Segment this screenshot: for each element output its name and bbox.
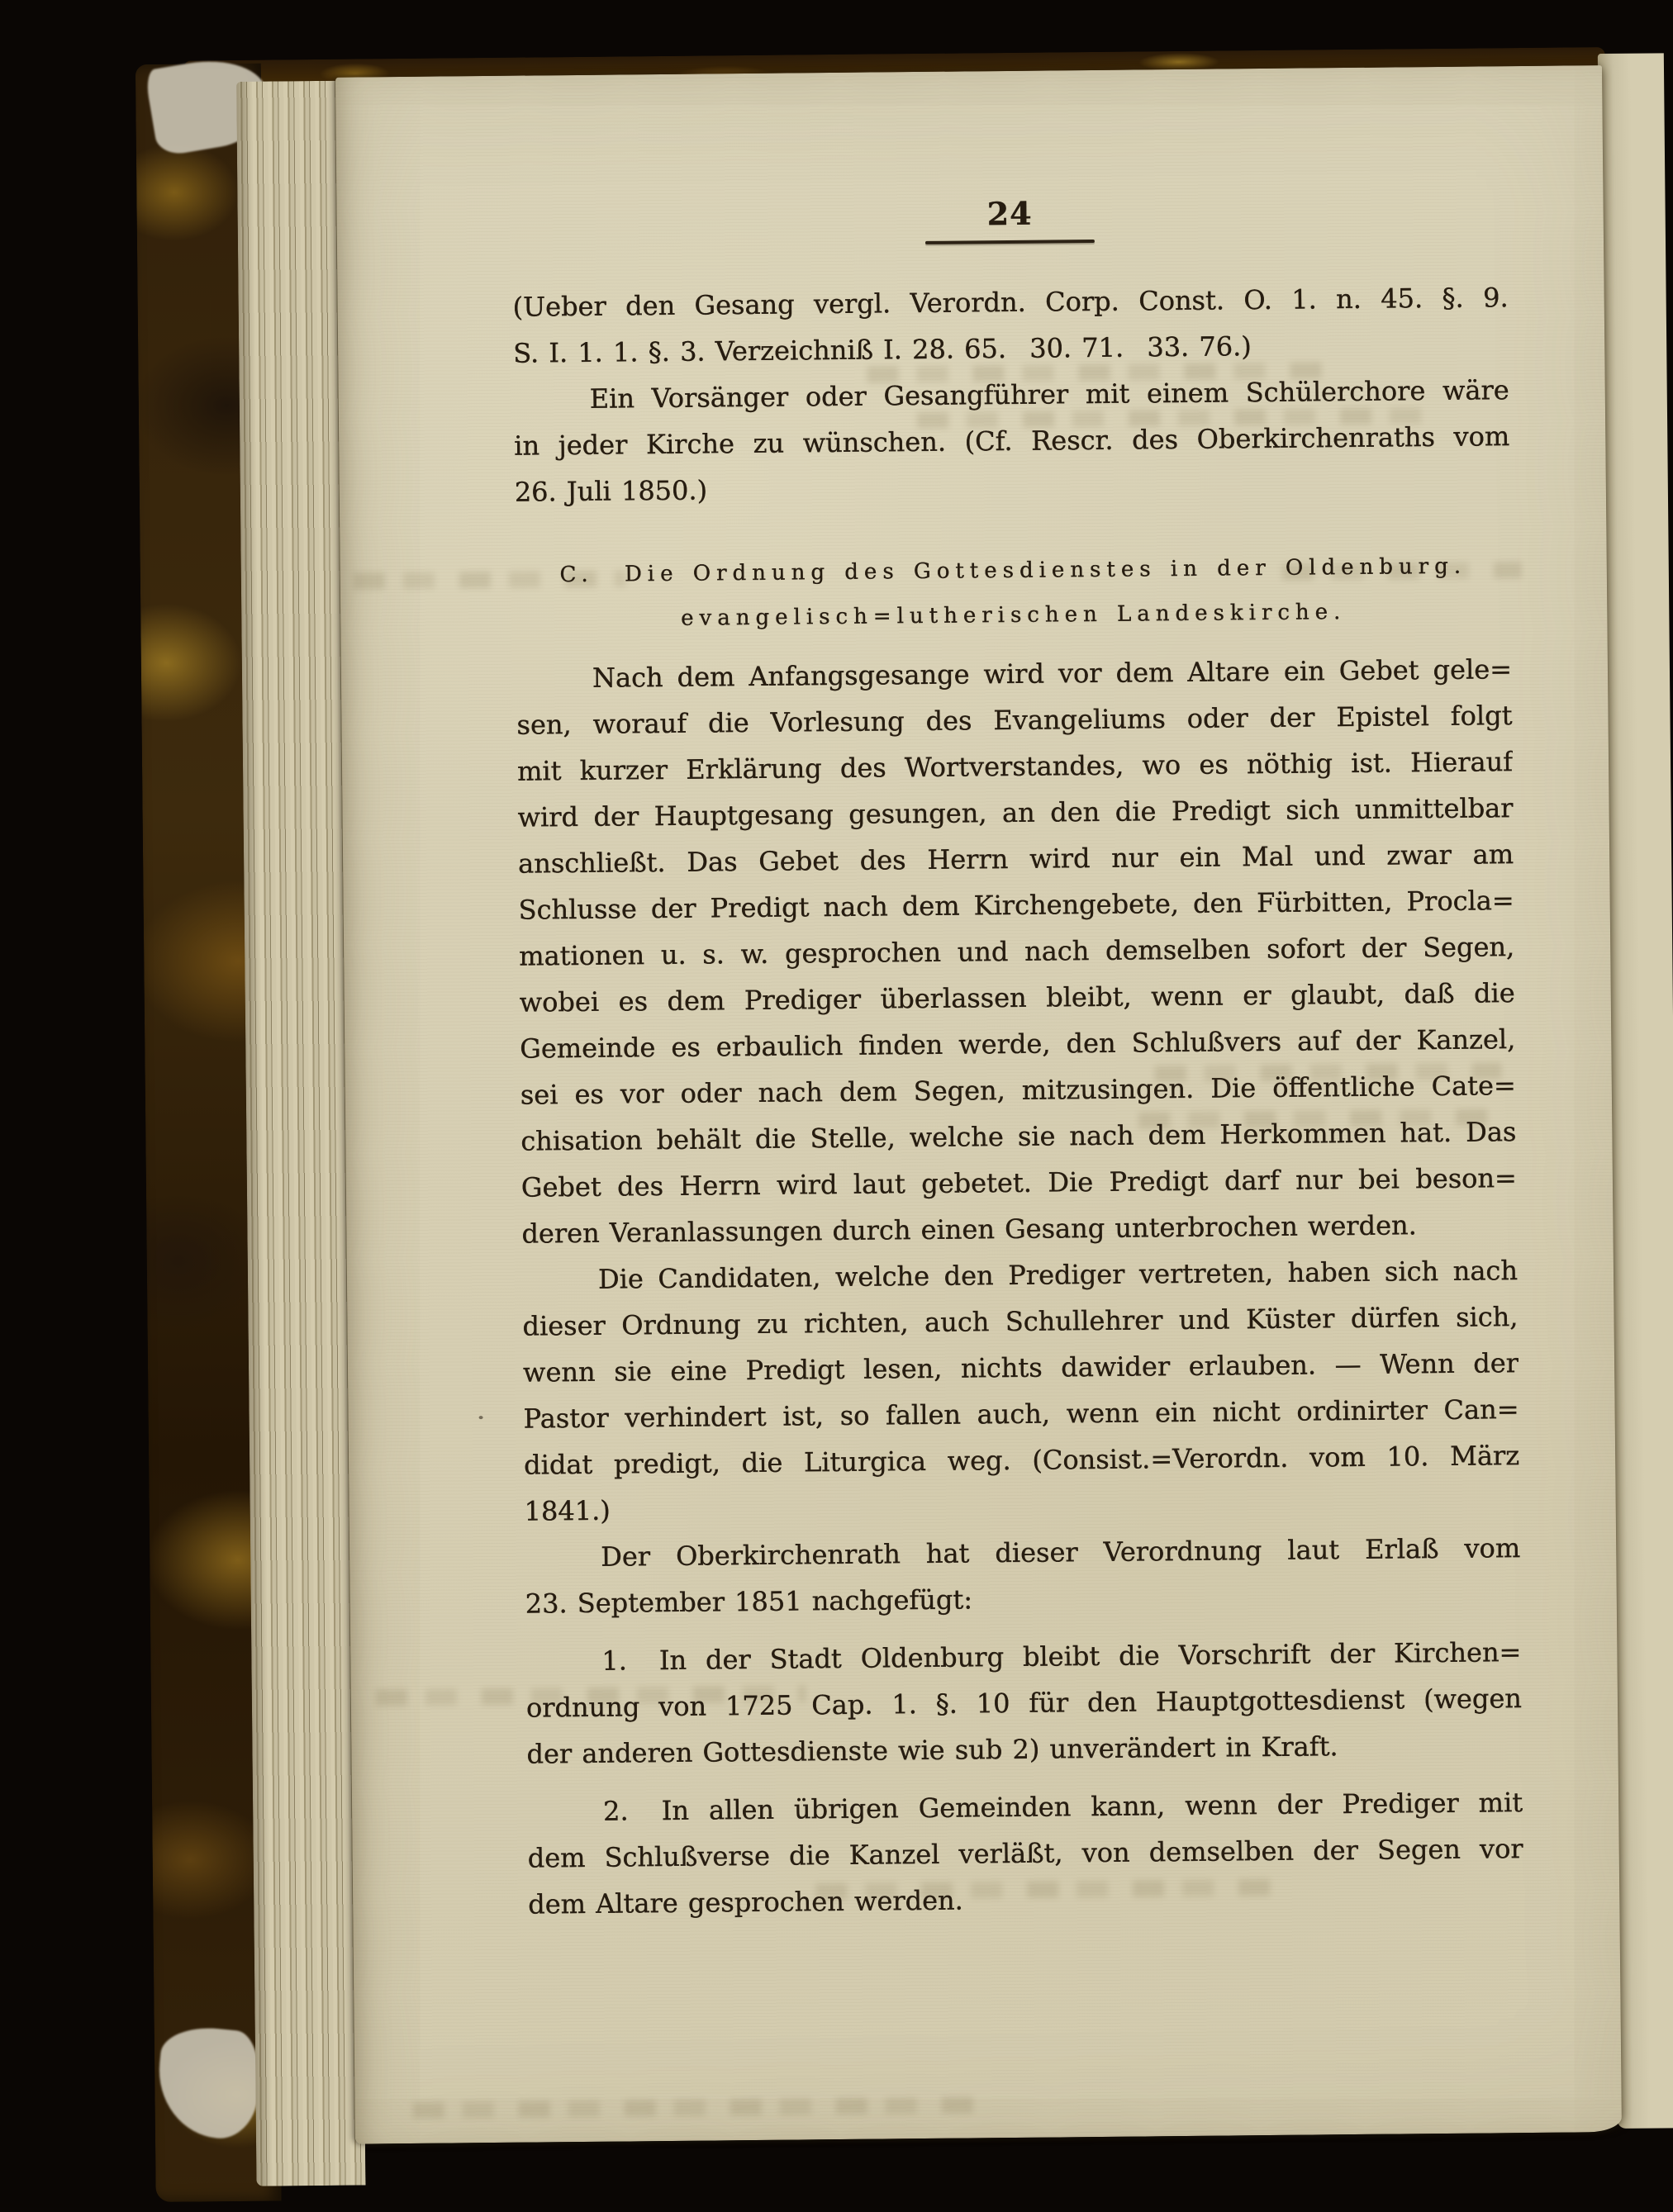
reference-note-paragraph (512, 274, 1509, 377)
text-line: deren Veranlassungen durch einen Gesang unterbrochen werden. (521, 1209, 1418, 1250)
text-line: Die Candidaten, welche den Prediger vertreten, haben sich nach (597, 1255, 1519, 1295)
text-line: wobei es dem Prediger überlassen bleibt, wenn er glaubt, daß die (519, 977, 1515, 1018)
text-line: dieser Ordnung zu richten, auch Schullehrer und Küster dürfen sich, (522, 1301, 1519, 1342)
book-page (335, 65, 1622, 2144)
text-line: Gemeinde es erbaulich finden werde, den Schlußvers auf der Kanzel, (520, 1023, 1516, 1065)
heading-line: evangelisch=lutherischen Landeskirche. (681, 600, 1347, 631)
text-column (512, 274, 1523, 1927)
page-number-rule (925, 240, 1095, 244)
paragraph-vorsaenger (514, 367, 1511, 515)
text-line: Der Oberkirchenrath hat dieser Verordnung laut Erlaß vom (601, 1532, 1521, 1573)
text-line: Schlusse der Predigt nach dem Kirchengebete, den Fürbitten, Procla= (518, 885, 1514, 926)
text-line: sei es vor oder nach dem Segen, mitzusingen. Die öffentliche Cate= (520, 1070, 1516, 1111)
section-heading (516, 544, 1512, 643)
numbered-item-1 (525, 1629, 1523, 1778)
text-line: dem Schlußverse die Kanzel verläßt, von demselben der Segen vor (527, 1833, 1523, 1874)
page-header (511, 190, 1508, 249)
paragraph-candidaten (522, 1247, 1520, 1535)
text-line: 26. Juli 1850.) (514, 474, 708, 508)
text-line: 2. In allen übrigen Gemeinden kann, wenn der Prediger mit (602, 1787, 1523, 1827)
text-line: wird der Hauptgesang gesungen, an den die Predigt sich unmittelbar (517, 792, 1514, 833)
text-line: S. I. 1. 1. §. 3. Verzeichniß I. 28. 65. 30. 71. 33. 76.) (513, 330, 1252, 369)
text-line: (Ueber den Gesang vergl. Verordn. Corp. Const. O. 1. n. 45. §. 9. (512, 282, 1509, 323)
text-line: anschließt. Das Gebet des Herrn wird nur ein Mal und zwar am (517, 838, 1514, 880)
text-line: mationen u. s. w. gesprochen und nach demselben sofort der Segen, (519, 931, 1515, 972)
text-line: ordnung von 1725 Cap. 1. §. 10 für den Hauptgottesdienst (wegen (525, 1683, 1523, 1724)
text-line: didat predigt, die Liturgica weg. (Consist.=Verordn. vom 10. März (523, 1440, 1520, 1481)
text-line: Ein Vorsänger oder Gesangführer mit einem Schülerchore wäre (589, 374, 1509, 415)
text-line: 23. September 1851 nachgefügt: (525, 1583, 973, 1620)
text-line: Gebet des Herrn wird laut gebetet. Die Predigt darf nur bei beson= (520, 1162, 1518, 1203)
text-line: wenn sie eine Predigt lesen, nichts dawider erlauben. — Wenn der (522, 1347, 1519, 1388)
text-line: dem Altare gesprochen werden. (528, 1884, 964, 1920)
text-line: 1. In der Stadt Oldenburg bleibt die Vorschrift der Kirchen= (601, 1636, 1522, 1677)
text-line: mit kurzer Erklärung des Wortverstandes, wo es nöthig ist. Hierauf (516, 746, 1514, 787)
ink-speck (479, 1416, 483, 1419)
text-line: in jeder Kirche zu wünschen. (Cf. Rescr. des Oberkirchenraths vom (514, 420, 1510, 462)
text-line: chisation behält die Stelle, welche sie nach dem Herkommen hat. Das (520, 1116, 1517, 1157)
text-line: 1841.) (524, 1494, 611, 1527)
text-line: sen, worauf die Vorlesung des Evangeliums oder der Epistel folgt (516, 700, 1513, 741)
heading-line: C. Die Ordnung des Gottesdienstes in der Oldenburg. (559, 553, 1467, 588)
text-line: der anderen Gottesdienste wie sub 2) unverändert in Kraft. (526, 1730, 1338, 1770)
paragraph-oberkirchenrath (525, 1525, 1521, 1627)
numbered-item-2 (527, 1779, 1524, 1928)
page-number: 24 (986, 194, 1033, 233)
show-through-ghost-text (413, 2096, 991, 2119)
paragraph-gottesdienst-ordnung (516, 646, 1518, 1257)
text-line: Pastor verhindert ist, so fallen auch, wenn ein nicht ordinirter Can= (523, 1393, 1519, 1435)
text-line: Nach dem Anfangsgesange wird vor dem Altare ein Gebet gele= (592, 653, 1513, 694)
